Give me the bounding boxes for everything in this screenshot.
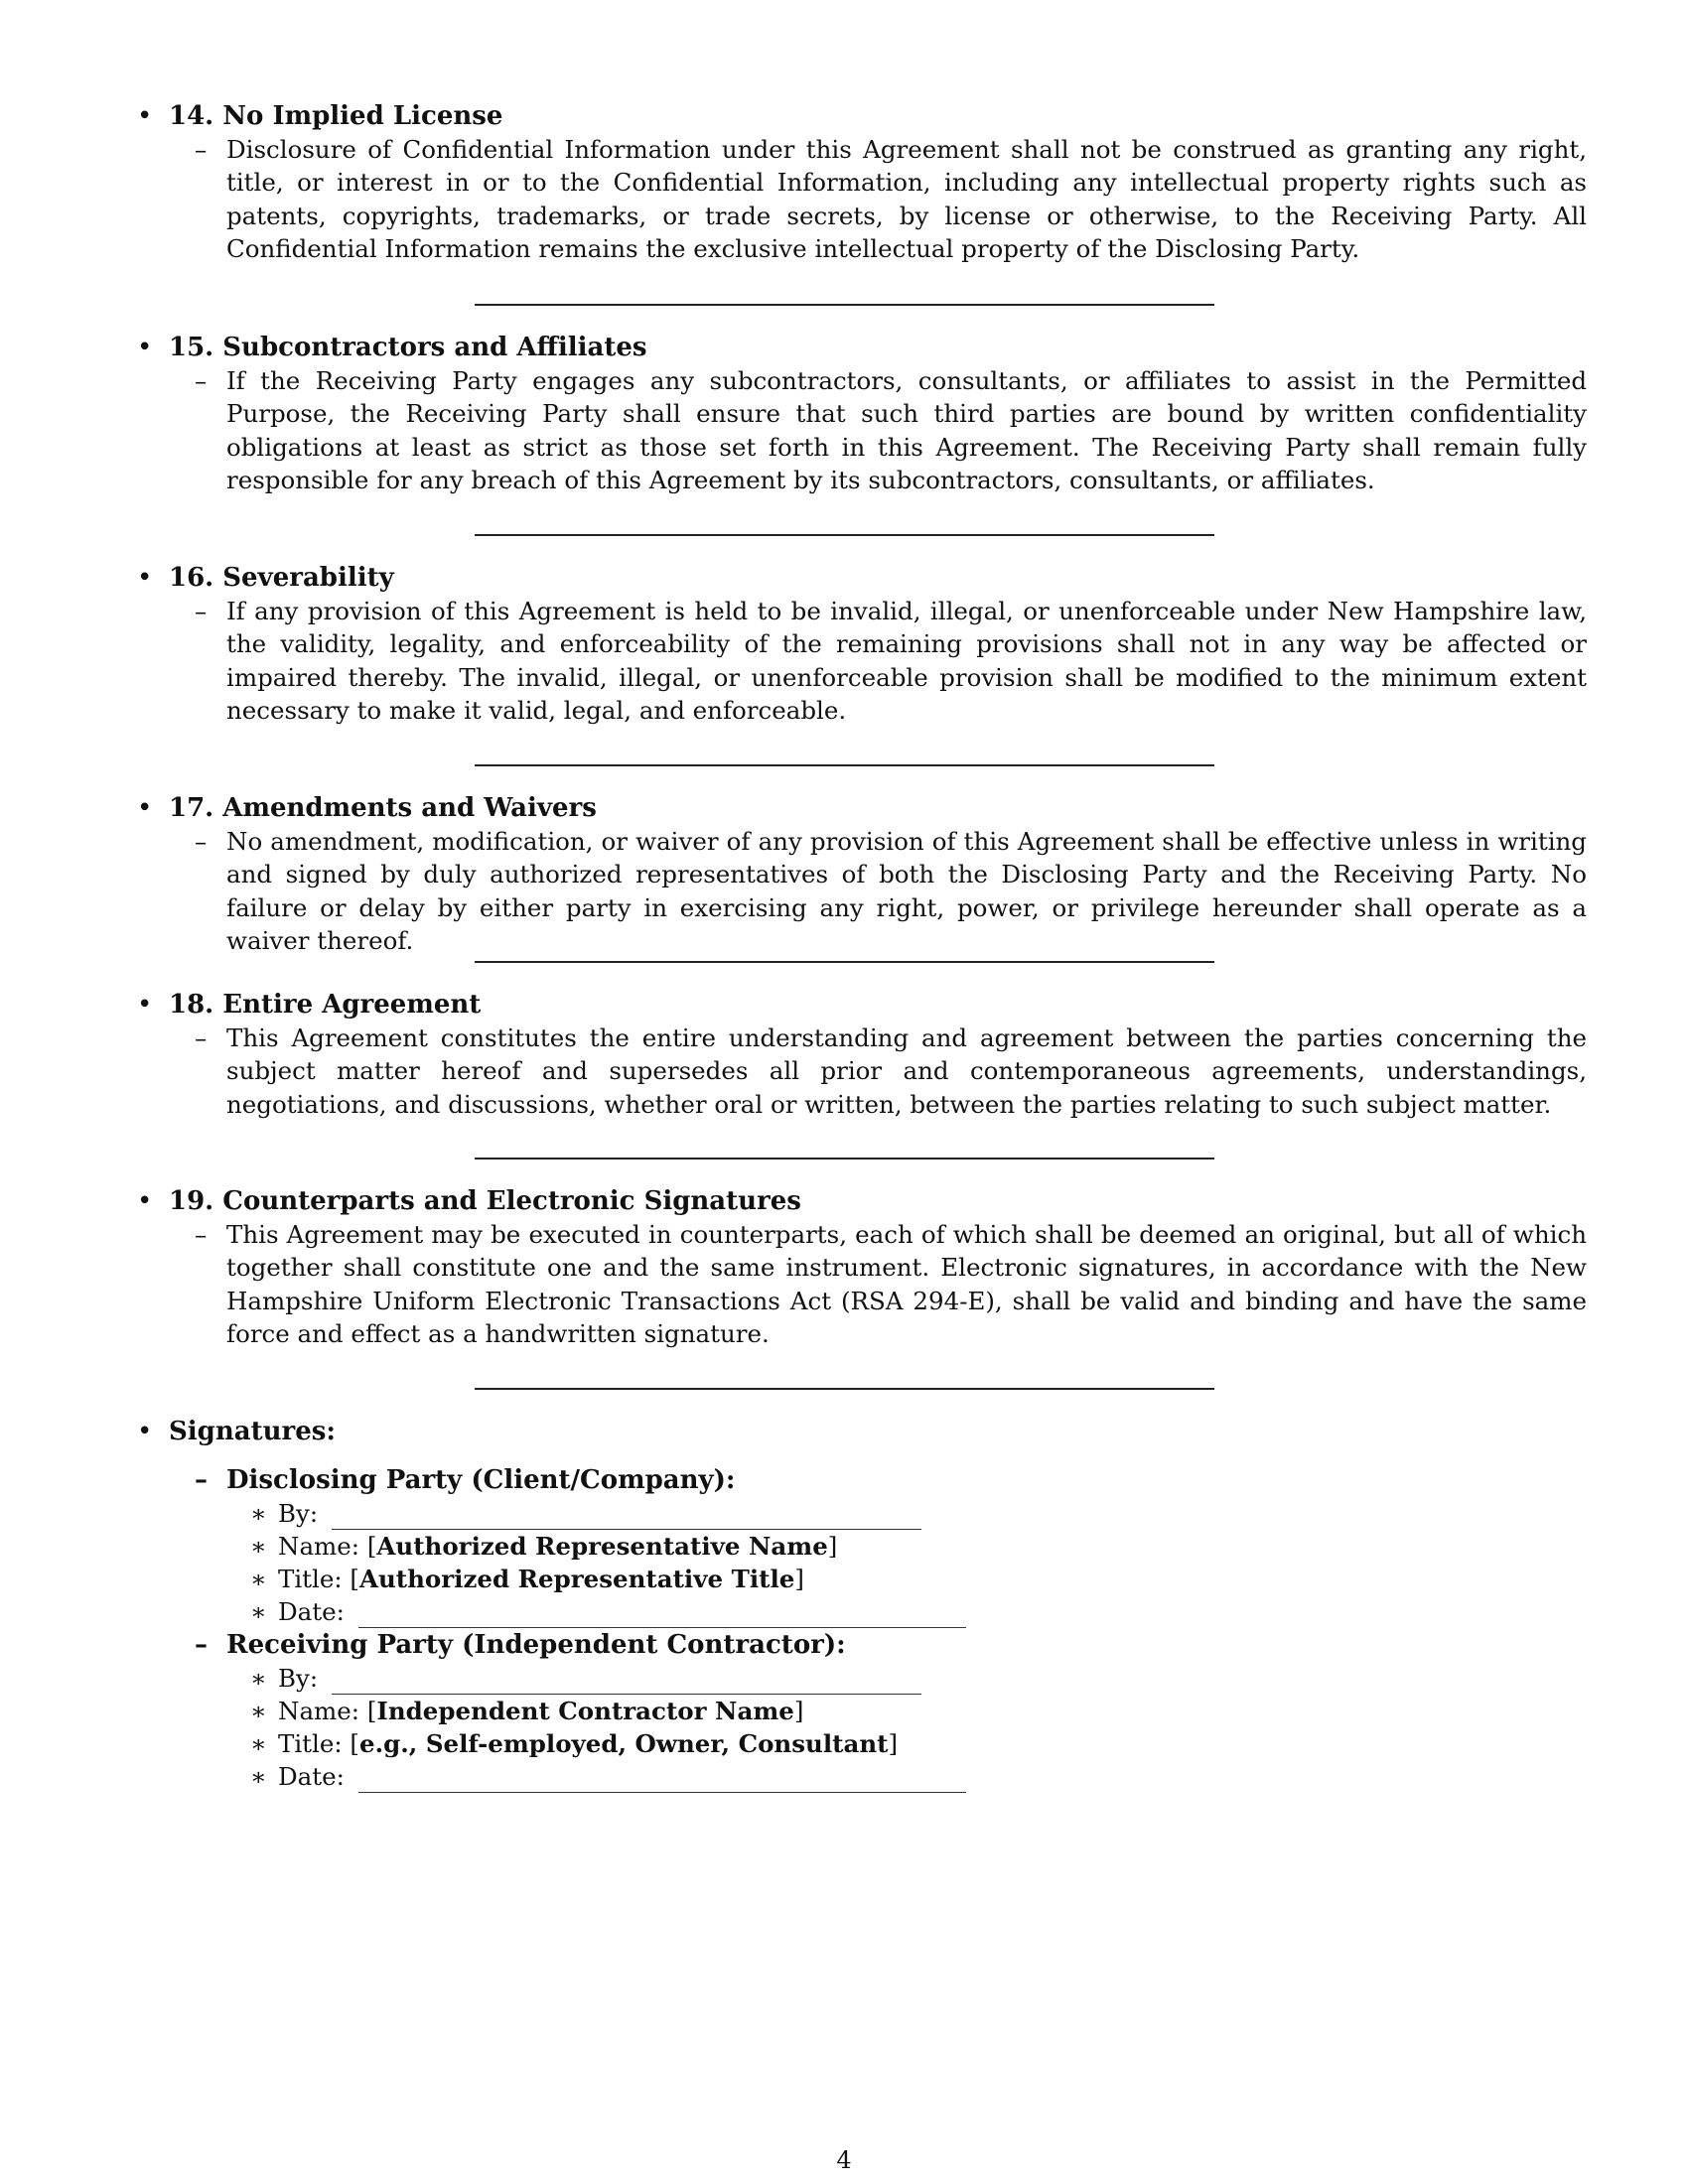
section-heading: • 14. No Implied License	[137, 101, 503, 131]
name-placeholder: Independent Contractor Name	[376, 1697, 794, 1725]
section-18	[137, 988, 1587, 1121]
asterisk-icon: ∗	[250, 1729, 267, 1758]
receiving-by-line: ∗ By:	[278, 1662, 1587, 1695]
section-divider	[475, 534, 1214, 536]
receiving-name-line: ∗ Name: [Independent Contractor Name]	[250, 1697, 804, 1725]
signature-blank[interactable]	[332, 1507, 921, 1530]
disclosing-title-line: ∗ Title: [Authorized Representative Title]	[250, 1565, 804, 1593]
section-16	[137, 561, 1587, 727]
section-heading: • 18. Entire Agreement	[137, 990, 482, 1020]
name-placeholder: Authorized Representative Name	[376, 1532, 828, 1561]
asterisk-icon: ∗	[250, 1762, 267, 1791]
dash-icon: –	[195, 135, 208, 164]
section-body: – No amendment, modification, or waiver of any provision of this Agreement shall be effective unless in writing and signed by duly authorized representatives of both the Disclosing Party and the Receiving Party. No failure or delay by either party in exercising any right, power, or privilege hereunder shall operate as a waiver thereof.	[195, 827, 1587, 955]
bullet-icon: •	[137, 990, 153, 1020]
section-heading: • 16. Severability	[137, 563, 394, 593]
title-placeholder: Authorized Representative Title	[358, 1565, 795, 1593]
section-divider	[475, 764, 1214, 766]
section-14	[137, 99, 1587, 265]
section-body: – If the Receiving Party engages any subcontractors, consultants, or affiliates to assist in the Permitted Purpose, the Receiving Party shall ensure that such third parties are bound by written confidentiality obligations at least as strict as those set forth in this Agreement. The Receiving Party shall remain fully responsible for any breach of this Agreement by its subcontractors, consultants, or affiliates.	[195, 366, 1587, 494]
disclosing-date-line: ∗ Date:	[278, 1595, 1587, 1628]
section-body: – Disclosure of Confidential Information under this Agreement shall not be construed as granting any right, title, or interest in or to the Confidential Information, including any intellectual property rights such as patents, copyrights, trademarks, or trade secrets, by license or otherwise, to the Receiving Party. All Confidential Information remains the exclusive intellectual property of the Disclosing Party.	[195, 135, 1587, 263]
bullet-icon: •	[137, 793, 153, 823]
date-blank[interactable]	[358, 1605, 966, 1628]
bullet-icon: •	[137, 101, 153, 131]
title-placeholder: e.g., Self-employed, Owner, Consultant	[358, 1729, 889, 1758]
receiving-title-line: ∗ Title: [e.g., Self-employed, Owner, Consultant]	[250, 1729, 899, 1758]
dash-icon: –	[195, 827, 208, 856]
bullet-icon: •	[137, 333, 153, 362]
asterisk-icon: ∗	[250, 1565, 267, 1593]
asterisk-icon: ∗	[250, 1664, 267, 1693]
section-15	[137, 331, 1587, 496]
dash-icon: –	[195, 1465, 208, 1495]
signatures-section	[137, 1415, 1587, 1793]
receiving-party-heading: – Receiving Party (Independent Contractor):	[195, 1630, 846, 1660]
section-heading: • 17. Amendments and Waivers	[137, 793, 597, 823]
section-body: – This Agreement constitutes the entire understanding and agreement between the parties concerning the subject matter hereof and supersedes all prior and contemporaneous agreements, understandings, negotiations, and discussions, whether oral or written, between the parties relating to such subject matter.	[195, 1024, 1587, 1119]
bullet-icon: •	[137, 563, 153, 593]
page-number: 4	[836, 2146, 852, 2174]
disclosing-party-heading: – Disclosing Party (Client/Company):	[195, 1465, 736, 1495]
dash-icon: –	[195, 1630, 208, 1660]
dash-icon: –	[195, 366, 208, 395]
section-body: – If any provision of this Agreement is held to be invalid, illegal, or unenforceable under New Hampshire law, the validity, legality, and enforceability of the remaining provisions shall not in any way be affected or impaired thereby. The invalid, illegal, or unenforceable provision shall be modified to the minimum extent necessary to make it valid, legal, and enforceable.	[195, 597, 1587, 725]
date-blank[interactable]	[358, 1770, 966, 1793]
dash-icon: –	[195, 597, 208, 625]
asterisk-icon: ∗	[250, 1499, 267, 1528]
section-heading: • 19. Counterparts and Electronic Signatures	[137, 1186, 801, 1216]
bullet-icon: •	[137, 1417, 153, 1446]
section-17	[137, 791, 1587, 957]
section-body: – This Agreement may be executed in counterparts, each of which shall be deemed an original, but all of which together shall constitute one and the same instrument. Electronic signatures, in accordance with the New Hampshire Uniform Electronic Transactions Act (RSA 294-E), shall be valid and binding and have the same force and effect as a handwritten signature.	[195, 1220, 1587, 1348]
section-heading: • 15. Subcontractors and Affiliates	[137, 333, 647, 362]
signatures-heading: • Signatures:	[137, 1417, 336, 1446]
bullet-icon: •	[137, 1186, 153, 1216]
asterisk-icon: ∗	[250, 1697, 267, 1725]
asterisk-icon: ∗	[250, 1532, 267, 1561]
section-divider	[475, 1158, 1214, 1160]
dash-icon: –	[195, 1024, 208, 1052]
disclosing-by-line: ∗ By:	[278, 1497, 1587, 1530]
section-divider	[475, 961, 1214, 963]
section-divider	[475, 1388, 1214, 1390]
section-divider	[475, 304, 1214, 306]
dash-icon: –	[195, 1220, 208, 1249]
section-19	[137, 1184, 1587, 1350]
receiving-date-line: ∗ Date:	[278, 1760, 1587, 1793]
disclosing-name-line: ∗ Name: [Authorized Representative Name]	[250, 1532, 838, 1561]
signature-blank[interactable]	[332, 1672, 921, 1695]
asterisk-icon: ∗	[250, 1597, 267, 1626]
